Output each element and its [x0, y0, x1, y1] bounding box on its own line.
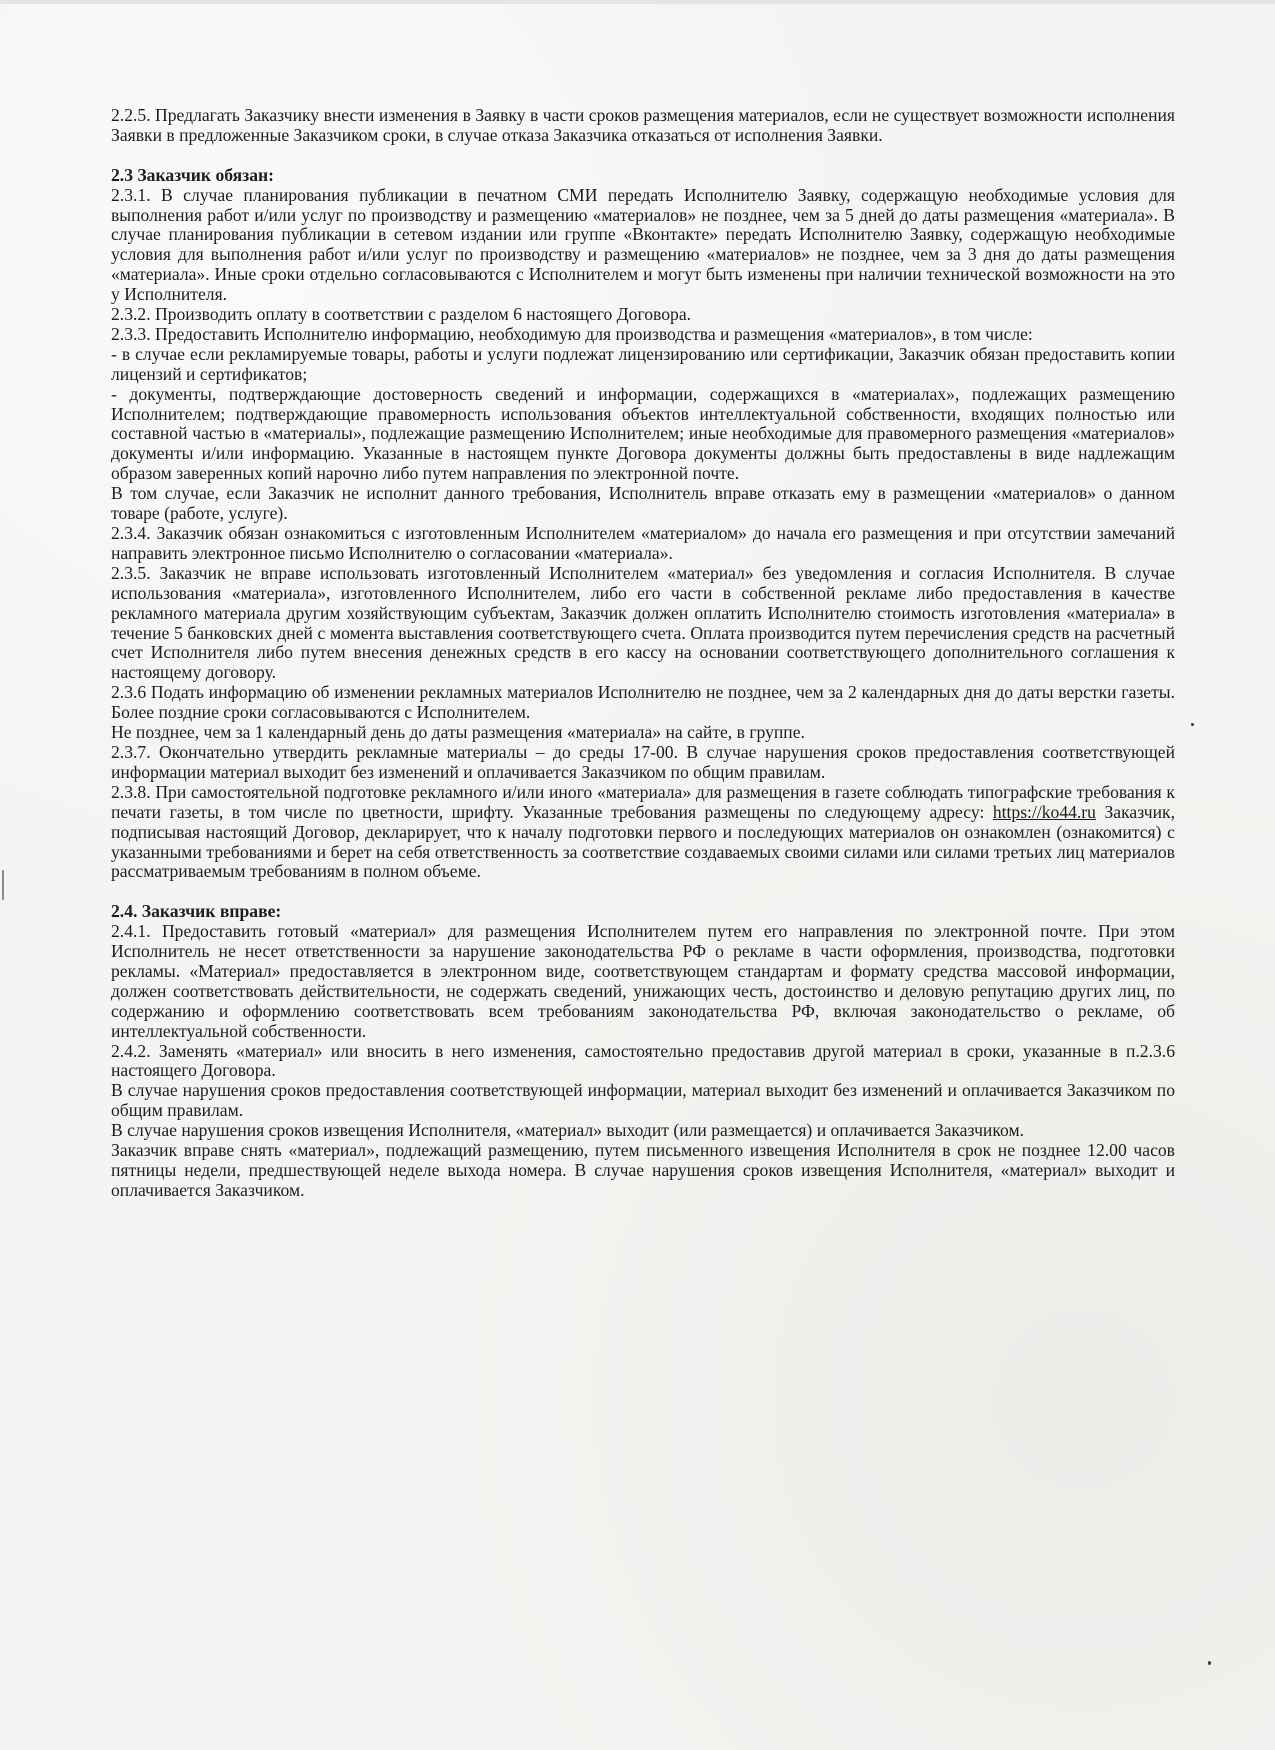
clause-2-3-8-text-end: Заказчик, подписывая настоящий Договор, декларирует, что к началу подготовки первого и последующих материалов он ознакомлен (ознакомится) с указанными требованиями и берет на себя ответственность за соответствие создаваемых своими силами или силами третьих лиц материалов рассматриваемым требованиям в полном объеме. [111, 801, 1176, 882]
clause-2-4-2-late-info: В случае нарушения сроков предоставления соответствующей информации, материал выходит без изменений и оплачивается Заказчиком по общим правилам. [111, 1080, 1175, 1121]
clause-2-3-6: 2.3.6 Подать информацию об изменении рекламных материалов Исполнителю не позднее, чем за 2 календарных дня до даты верстки газеты. Более поздние сроки согласовываются с Исполнителем. [111, 682, 1175, 723]
scan-speck [2, 870, 4, 900]
requirements-link[interactable]: https://ko44.ru [992, 801, 1096, 822]
section-heading-2-3: 2.3 Заказчик обязан: [111, 164, 274, 185]
scan-edge [0, 0, 1275, 4]
clause-2-3-3-item-documents: - документы, подтверждающие достоверность сведений и информации, содержащихся в «материалах», подлежащих размещению Исполнителем; подтверждающие правомерность использования объектов интеллектуальной собственности, входящих полностью или составной частью в «материалы», подлежащие размещению Исполнителем; иные необходимые для правомерного размещения «материалов» документы и/или информацию. Указанные в настоящем пункте Договора документы должны быть предоставлены в виде надлежащим образом заверенных копий нарочно либо путем направления по электронной почте. [111, 383, 1175, 484]
clause-2-4-1: 2.4.1. Предоставить готовый «материал» для размещения Исполнителем путем его направления по электронной почте. При этом Исполнитель не несет ответственности за нарушение законодательства РФ о рекламе в части оформления, производства, подготовки рекламы. «Материал» предоставляется в электронном виде, соответствующем стандартам и формату средства массовой информации, должен соответствовать действительности, не содержать сведений, унижающих честь, достоинство и деловую репутацию других лиц, по содержанию и оформлению соответствовать всем требованиям законодательства РФ, включая законодательство о рекламе, об интеллектуальной собственности. [111, 921, 1175, 1041]
scan-speck [1208, 1661, 1211, 1665]
document-body [111, 106, 1175, 1201]
clause-2-3-3-item-licenses: - в случае если рекламируемые товары, работы и услуги подлежат лицензированию или сертификации, Заказчик обязан предоставить копии лицензий и сертификатов; [111, 343, 1175, 384]
clause-2-3-6-site: Не позднее, чем за 1 календарный день до даты размещения «материала» на сайте, в группе. [111, 722, 805, 743]
clause-2-4-2-late-notice: В случае нарушения сроков извещения Исполнителя, «материал» выходит (или размещается) и оплачивается Заказчиком. [111, 1120, 1024, 1141]
clause-2-3-4: 2.3.4. Заказчик обязан ознакомиться с изготовленным Исполнителем «материалом» до начала его размещения и при отсутствии замечаний направить электронное письмо Исполнителю о согласовании «материала». [111, 523, 1175, 563]
paragraph-gap [111, 146, 1175, 166]
clause-2-3-3: 2.3.3. Предоставить Исполнителю информацию, необходимую для производства и размещения «материалов», в том числе: [111, 323, 1033, 344]
clause-2-2-5: 2.2.5. Предлагать Заказчику внести изменения в Заявку в части сроков размещения материалов, если не существует возможности исполнения Заявки в предложенные Заказчиком сроки, в случае отказа Заказчика отказаться от исполнения Заявки. [111, 105, 1175, 145]
clause-2-3-5: 2.3.5. Заказчик не вправе использовать изготовленный Исполнителем «материал» без уведомления и согласия Исполнителя. В случае использования «материала», изготовленного Исполнителем, либо его части в собственной рекламе либо предоставления в качестве рекламного материала другим хозяйствующим субъектам, Заказчик должен оплатить Исполнителю стоимость изготовления «материала» в течение 5 банковских дней с момента выставления соответствующего счета. Оплата производится путем перечисления средств на расчетный счет Исполнителя либо путем внесения денежных средств в его кассу на основании соответствующего дополнительного соглашения к настоящему договору. [111, 562, 1175, 683]
paragraph-gap [111, 882, 1175, 902]
clause-2-3-1: 2.3.1. В случае планирования публикации в печатном СМИ передать Исполнителю Заявку, содержащую необходимые условия для выполнения работ и/или услуг по производству и размещению «материалов» не позднее, чем за 5 дней до даты размещения «материала». В случае планирования публикации в сетевом издании или группе «Вконтакте» передать Исполнителю Заявку, содержащую необходимые условия для выполнения работ и/или услуг по производству и размещению «материалов» не позднее, чем за 3 дня до даты размещения «материала». Иные сроки отдельно согласовываются с Исполнителем и могут быть изменены при наличии технической возможности на это у Исполнителя. [111, 184, 1175, 305]
clause-2-3-3-refusal: В том случае, если Заказчик не исполнит данного требования, Исполнитель вправе отказать ему в размещении «материалов» о данном товаре (работе, услуге). [111, 483, 1175, 524]
clause-2-3-8 [111, 783, 1175, 883]
clause-2-4-2: 2.4.2. Заменять «материал» или вносить в него изменения, самостоятельно предоставив другой материал в сроки, указанные в п.2.3.6 настоящего Договора. [111, 1040, 1175, 1081]
clause-2-4-2-withdrawal: Заказчик вправе снять «материал», подлежащий размещению, путем письменного извещения Исполнителя в срок не позднее 12.00 часов пятницы недели, предшествующей неделе выхода номера. В случае нарушения сроков извещения Исполнителя, «материал» выходит и оплачивается Заказчиком. [111, 1140, 1175, 1200]
clause-2-3-2: 2.3.2. Производить оплату в соответствии с разделом 6 настоящего Договора. [111, 304, 692, 325]
section-heading-2-4: 2.4. Заказчик вправе: [111, 901, 282, 922]
clause-2-3-8-text-start: 2.3.8. При самостоятельной подготовке рекламного и/или иного «материала» для размещения в газете соблюдать типографские требования к печати газеты, в том числе по цветности, шрифту. Указанные требования размещены по следующему адресу: [111, 781, 1175, 822]
clause-2-3-7: 2.3.7. Окончательно утвердить рекламные материалы – до среды 17-00. В случае нарушения сроков предоставления соответствующей информации материал выходит без изменений и оплачивается Заказчиком по общим правилам. [111, 741, 1175, 782]
scan-speck [1191, 723, 1194, 726]
